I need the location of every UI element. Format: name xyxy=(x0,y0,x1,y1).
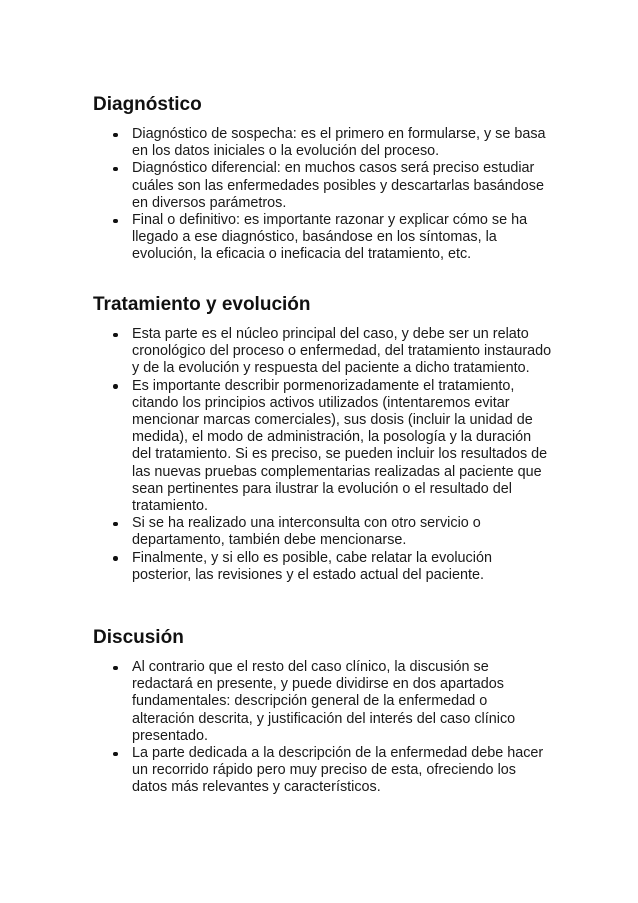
list-item xyxy=(93,126,553,160)
list-item-text: Diagnóstico diferencial: en muchos casos será preciso estudiar cuáles son las enfermedades posibles y descartarlas basándose en diversos parámetros. xyxy=(132,160,544,211)
bullet-icon xyxy=(113,167,118,172)
bullet-icon xyxy=(113,666,118,671)
bullet-icon xyxy=(113,384,118,389)
list-item-text: Finalmente, y si ello es posible, cabe relatar la evolución posterior, las revisiones y el estado actual del paciente. xyxy=(132,549,492,583)
list-item-text: La parte dedicada a la descripción de la enfermedad debe hacer un recorrido rápido pero muy preciso de esta, ofreciendo los datos más relevantes y característicos. xyxy=(132,745,544,796)
list-item xyxy=(93,659,553,745)
bullet-icon xyxy=(113,556,118,561)
section-diagnostico xyxy=(93,94,553,264)
list-item xyxy=(93,745,553,797)
list-item xyxy=(93,515,553,549)
bullet-list xyxy=(93,126,553,264)
section-tratamiento xyxy=(93,294,553,584)
bullet-icon xyxy=(113,752,118,757)
list-item-text: Al contrario que el resto del caso clínico, la discusión se redactará en presente, y puede dividirse en dos apartados fundamentales: descripción general de la enfermedad o alteración descrita, y justificación del interés del caso clínico presentado. xyxy=(132,659,516,744)
list-item xyxy=(93,212,553,264)
list-item-text: Final o definitivo: es importante razonar y explicar cómo se ha llegado a ese diagnóstico, basándose en los síntomas, la evolución, la eficacia o ineficacia del tratamiento, etc. xyxy=(132,212,528,263)
list-item xyxy=(93,550,553,584)
list-item-text: Esta parte es el núcleo principal del caso, y debe ser un relato cronológico del proceso o enfermedad, del tratamiento instaurado y de la evolución y respuesta del paciente a dicho tratamiento. xyxy=(132,326,552,377)
section-discusion xyxy=(93,627,553,797)
bullet-list xyxy=(93,659,553,797)
bullet-icon xyxy=(113,333,118,338)
section-heading: Discusión xyxy=(93,627,184,648)
list-item xyxy=(93,378,553,516)
list-item xyxy=(93,326,553,378)
list-item-text: Es importante describir pormenorizadamente el tratamiento, citando los principios activos utilizados (intentaremos evitar mencionar marcas comerciales), sus dosis (incluir la unidad de medida), el modo de administración, la posología y la duración del tratamiento. Si es preciso, se pueden incluir los resultados de las nuevas pruebas complementarias realizadas al paciente que sean pertinentes para ilustrar la evolución o el resultado del tratamiento. xyxy=(132,377,548,515)
list-item-text: Si se ha realizado una interconsulta con otro servicio o departamento, también debe mencionarse. xyxy=(132,515,481,549)
section-heading: Tratamiento y evolución xyxy=(93,294,311,315)
bullet-icon xyxy=(113,522,118,527)
list-item xyxy=(93,160,553,212)
section-heading: Diagnóstico xyxy=(93,94,202,115)
bullet-icon xyxy=(113,219,118,224)
bullet-icon xyxy=(113,133,118,138)
bullet-list xyxy=(93,326,553,584)
list-item-text: Diagnóstico de sospecha: es el primero en formularse, y se basa en los datos iniciales o la evolución del proceso. xyxy=(132,126,546,160)
